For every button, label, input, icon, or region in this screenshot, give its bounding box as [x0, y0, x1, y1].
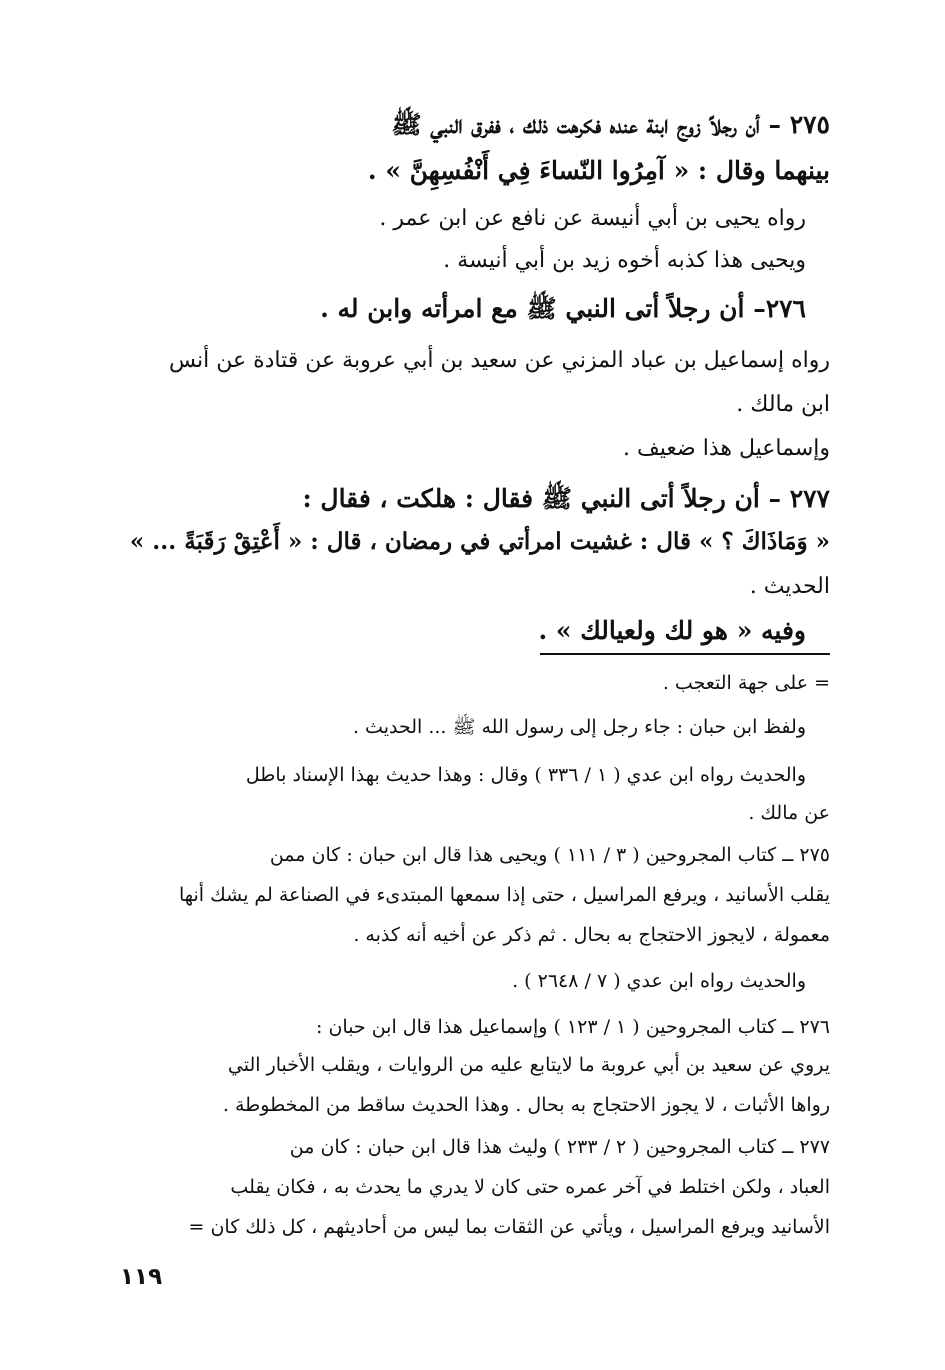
hadith-276-narration-1: رواه إسماعيل بن عباد المزني عن سعيد بن أبي عروبة عن قتادة عن أنس — [168, 348, 830, 373]
footnote-line-12: ٢٧٧ ــ كتاب المجروحين ( ٢ / ٢٣٣ ) وليث هذا قال ابن حبان : كان من — [289, 1136, 830, 1158]
footnote-line-6: يقلب الأسانيد ، ويرفع المراسيل ، حتى إذا سمعها المبتدىء في الصناعة لم يشك أنها — [178, 884, 830, 906]
footnote-line-10: يروي عن سعيد بن أبي عروبة ما لايتابع عليه من الروايات ، ويقلب الأخبار التي — [227, 1054, 830, 1076]
hadith-276-line-1: ٢٧٦– أن رجلاً أتى النبي ﷺ مع امرأته وابن له . — [320, 294, 806, 323]
page-number: ١١٩ — [120, 1264, 163, 1290]
page-body — [120, 90, 830, 1310]
hadith-277-line-3: الحديث . — [749, 574, 830, 599]
hadith-275-line-1: ٢٧٥ – أن رجلاً زوج ابنة عنده فكرهت ذلك ، ففرق النبي ﷺ — [391, 110, 830, 139]
footnote-line-5: ٢٧٥ ــ كتاب المجروحين ( ٣ / ١١١ ) ويحيى هذا قال ابن حبان : كان ممن — [269, 844, 830, 866]
footnote-line-13: العباد ، ولكن اختلط في آخر عمره حتى كان لا يدري ما يحدث به ، فكان يقلب — [230, 1176, 830, 1198]
hadith-275-narration-1: رواه يحيى بن أبي أنيسة عن نافع عن ابن عمر . — [379, 206, 806, 231]
hadith-275-narration-2: ويحيى هذا كذبه أخوه زيد بن أبي أنيسة . — [443, 248, 806, 273]
hadith-276-narration-3: وإسماعيل هذا ضعيف . — [623, 436, 830, 461]
footnote-line-1: = على جهة التعجب . — [662, 672, 830, 694]
footnote-separator — [540, 653, 830, 655]
footnote-line-11: رواها الأثبات ، لا يجوز الاحتجاج به بحال . وهذا الحديث ساقط من المخطوطة . — [222, 1094, 830, 1116]
footnote-line-7: معمولة ، لايجوز الاحتجاج به بحال . ثم ذكر عن أخيه أنه كذبه . — [353, 924, 830, 946]
hadith-277-line-1: ٢٧٧ – أن رجلاً أتى النبي ﷺ فقال : هلكت ، فقال : — [302, 484, 830, 513]
footnote-line-4: عن مالك . — [748, 802, 830, 824]
hadith-275-line-2: بينهما وقال : « آمِرُوا النّساءَ فِي أَنْفُسِهِنَّ » . — [367, 156, 830, 185]
footnote-line-3: والحديث رواه ابن عدي ( ١ / ٣٣٦ ) وقال : وهذا حديث بهذا الإسناد باطل — [245, 764, 806, 786]
hadith-276-narration-2: ابن مالك . — [736, 392, 830, 417]
footnote-line-2: ولفظ ابن حبان : جاء رجل إلى رسول الله ﷺ ... الحديث . — [352, 716, 806, 738]
footnote-line-9: ٢٧٦ ــ كتاب المجروحين ( ١ / ١٢٣ ) وإسماعيل هذا قال ابن حبان : — [316, 1016, 830, 1038]
hadith-277-line-2: « وَمَاذَاكَ ؟ » قال : غشيت امرأتي في رمضان ، قال : « أَعْتِقْ رَقَبَةً ... » — [129, 528, 830, 555]
footnote-line-8: والحديث رواه ابن عدي ( ٧ / ٢٦٤٨ ) . — [512, 970, 806, 992]
footnote-line-14: الأسانيد ويرفع المراسيل ، ويأتي عن الثقات بما ليس من أحاديثهم ، كل ذلك كان = — [188, 1216, 830, 1238]
hadith-277-line-4: وفيه « هو لك ولعيالك » . — [538, 616, 806, 645]
